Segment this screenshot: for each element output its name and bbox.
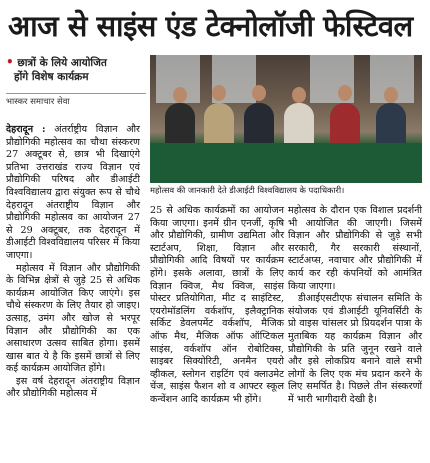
- bullet-icon: •: [6, 55, 14, 69]
- article-paragraph: महोत्सव में विज्ञान और प्रौद्योगिकी के विभिन्न क्षेत्रों से जुड़े 25 से अधिक कार्यक्रम आयोजित किए जाएंगे। इस चौथे संस्करण के लिए तैयार हो जाइए। उत्साह, उमंग और खोज से भरपूर विज्ञान और प्रौद्योगिकी का एक असाधारण उत्सव साबित होगा। इसमें खास बात ये है कि इसमें छात्रों से लिए कई कार्यक्रम आयोजित होंगे।: [6, 262, 140, 375]
- article-column-2: [150, 205, 284, 407]
- article-paragraph: महोत्सव के दौरान एक विशाल प्रदर्शनी भी आयोजित की जाएगी। जिसमें विज्ञान और प्रौद्योगिकी से जुड़े सभी सरकारी, गैर सरकारी संस्थानों, स्टार्टअप्स, नवाचार और प्रौद्योगिकी में कार्य कर रही कंपनियों को आमंत्रित किया जाएगा।: [288, 205, 422, 292]
- subheadline-line-1: • छात्रों के लिये आयोजित: [6, 55, 107, 69]
- news-photo: [150, 55, 422, 183]
- article-column-3: [288, 205, 422, 407]
- subheadline-line-2: होंगे विशेष कार्यक्रम: [14, 71, 89, 83]
- byline: भास्कर समाचार सेवा: [6, 93, 146, 107]
- article-paragraph: इस वर्ष देहरादून अंतराष्ट्रीय विज्ञान और प्रौद्योगिकी महोत्सव में: [6, 375, 140, 400]
- table-cloth: [150, 143, 422, 183]
- article-paragraph: देहरादून : अंतर्राष्ट्रीय विज्ञान और प्रौद्योगिकी महोत्सव का चौथा संस्करण 27 अक्टूबर से, छात्र भी दिखाएंगे प्रतिभा उत्तराखंड राज्य विज्ञान एवं प्रौद्योगिकी परिषद और डीआईटी विश्वविद्यालय द्वारा संयुक्त रूप से चौथे देहरादून अंतराष्ट्रीय विज्ञान और प्रौद्योगिकी महोत्सव का आयोजन 27 से 29 अक्टूबर, तक देहरादून में डीआईटी विश्वविद्यालय परिसर में किया जाएगा।: [6, 124, 140, 261]
- article-column-1: [6, 124, 140, 401]
- dateline: देहरादून :: [6, 124, 46, 135]
- photo-caption: महोत्सव की जानकारी देते डीआईटी विश्वविद्यालय के पदाधिकारी।: [150, 185, 345, 195]
- headline: आज से साइंस एंड टेक्नोलॉजी फेस्टिवल: [8, 9, 413, 43]
- subheadline: [6, 55, 146, 84]
- article-paragraph: डीआईएसटीएफ संचालन समिति के संयोजक एवं डीआईटी यूनिवर्सिटी के प्रो वाइस चांसलर प्रो प्रियदर्शन पात्रा के मुताबिक यह कार्यक्रम विज्ञान और प्रौद्योगिकी के प्रति जुनून रखने वाले और इसे लोकप्रिय बनाने वाले सभी लोगों के लिए एक मंच प्रदान करने के लिए समर्पित है। पिछले तीन संस्करणों में भारी भागीदारी देखी है।: [288, 293, 422, 405]
- article-paragraph: 25 से अधिक कार्यक्रमों का आयोजन किया जाएगा। इनमें ग्रीन एनर्जी, कृषि और प्रौद्योगिकी, ग्रामीण उद्यमिता और स्टार्टअप, शिक्षा, विज्ञान और प्रौद्योगिकी आदि विषयों पर कार्यक्रम होंगे। इसके अलावा, छात्रों के लिए विज्ञान क्विज, मैथ क्विज, साइंस पोस्टर प्रतियोगिता, मीट द साइंटिस्ट, एयरोमॉडलिंग वर्कशॉप, इलैक्ट्रानिक सर्किट डेवलपमेंट वर्कशॉप, मैजिक ऑफ मैथ, मैजिक ऑफ ऑप्टिकल साइंस, वर्कशॉप ऑन रोबोटिक्स, साइबर सिक्योरिटी, अनमैन एयरो व्हीकल, स्लोगन राइटिंग एवं क्लाउमेट चेंज, साइंस फैशन शो व आफ्टर स्कूल कन्वेंशन आदि कार्यक्रम भी होंगे।: [150, 205, 284, 405]
